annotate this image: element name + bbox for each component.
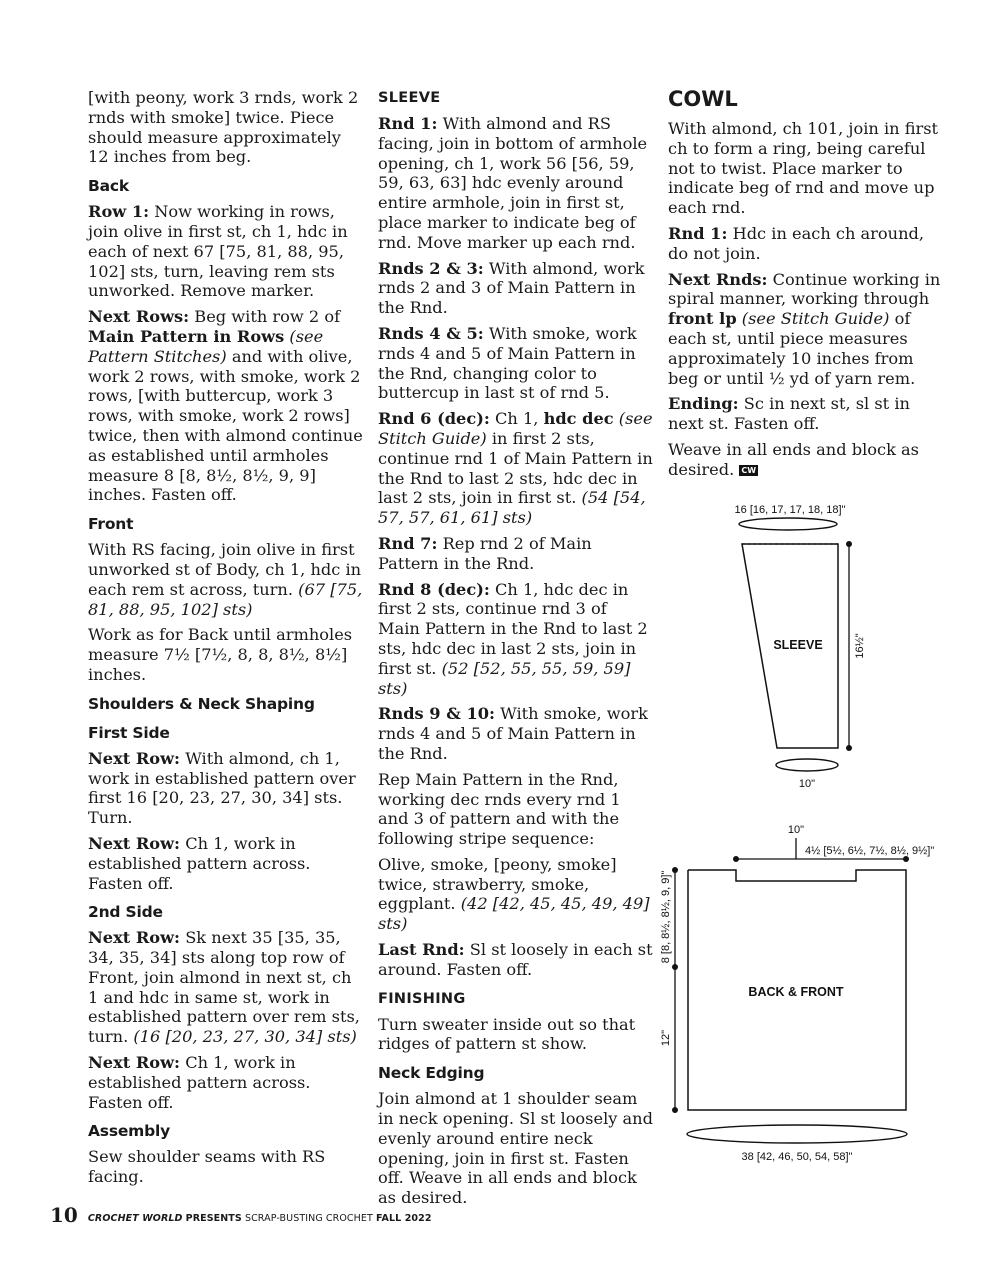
presents-word: PRESENTS: [185, 1213, 242, 1224]
back-heading: Back: [88, 177, 129, 196]
sleeve-label: SLEEVE: [773, 638, 823, 652]
page-number: 10: [50, 1203, 78, 1227]
armhole-measure: 8 [8, 8½, 8½, 9, 9]": [660, 870, 672, 964]
back-row1: Row 1: Now working in rows, join olive in first st, ch 1, hdc in each of next 67 [75, 81, 88, 95, 102] sts, turn, leaving rem sts unworked. Remove marker.: [88, 202, 348, 301]
neck-edging-heading: Neck Edging: [378, 1064, 485, 1083]
dimension-dot: [672, 1107, 678, 1113]
sleeve-rnd-8: Rnd 8 (dec): Ch 1, hdc dec in first 2 sts, continue rnd 3 of Main Pattern in the Rnd to last 2 sts, hdc dec in last 2 sts, join in first st. (52 [52, 55, 55, 59, 59] sts): [378, 579, 648, 698]
body-bottom-ellipse: [687, 1125, 907, 1143]
sleeve-rnds-4-5: Rnds 4 & 5: With smoke, work rnds 4 and 5 of Main Pattern in the Rnd, changing color to buttercup in last st of rnd 5.: [378, 323, 637, 403]
issue-label: FALL 2022: [376, 1213, 432, 1224]
cowl-para-1: With almond, ch 101, join in first ch to form a ring, being careful not to twist. Place marker to indicate beg of rnd and move up each rnd.: [668, 119, 939, 218]
back-next-rows: Next Rows: Beg with row 2 of Main Pattern in Rows (see Pattern Stitches) and with olive, work 2 rows, with smoke, work 2 rows, [with buttercup, work 3 rows, with smoke, work 2 rows] twice, then with almond continue as established until armholes measure 8 [8, 8½, 8½, 9, 9] inches. Fasten off.: [88, 307, 363, 505]
cowl-ending: Ending: Sc in next st, sl st in next st. Fasten off.: [668, 394, 910, 434]
shoulders-heading: Shoulders & Neck Shaping: [88, 694, 315, 713]
publication-line: [88, 1213, 432, 1224]
front-heading: Front: [88, 515, 134, 534]
dimension-dot: [733, 856, 739, 862]
dimension-dot: [846, 541, 852, 547]
sleeve-last-rnd: Last Rnd: Sl st loosely in each st around. Fasten off.: [378, 940, 653, 979]
end-of-pattern-icon: CW: [741, 465, 757, 475]
finishing-heading: FINISHING: [378, 990, 466, 1007]
sleeve-bottom-ellipse: [776, 759, 838, 771]
shoulder-measure: 4½ [5½, 6½, 7½, 8½, 9½]": [805, 845, 935, 857]
second-side-row-2: Next Row: Ch 1, work in established pattern across. Fasten off.: [88, 1053, 311, 1112]
cowl-rnd-1: Rnd 1: Hdc in each ch around, do not join.: [668, 223, 925, 263]
dimension-dot: [846, 745, 852, 751]
second-side-row-1: Next Row: Sk next 35 [35, 35, 34, 35, 34] sts along top row of Front, join almond in next st, ch 1 and hdc in same st, work in established pattern over rem sts, turn. (16 [20, 23, 27, 30, 34] sts): [88, 928, 360, 1047]
neck-width-measure: 10": [787, 824, 805, 836]
sleeve-rnds-2-3: Rnds 2 & 3: With almond, work rnds 2 and 3 of Main Pattern in the Rnd.: [378, 258, 645, 318]
stripe-sequence: Olive, smoke, [peony, smoke] twice, strawberry, smoke, eggplant. (42 [42, 45, 45, 49, 49] sts): [378, 854, 650, 934]
assembly-text: Sew shoulder seams with RS facing.: [88, 1147, 326, 1187]
sleeve-rnds-9-10: Rnds 9 & 10: With smoke, work rnds 4 and 5 of Main Pattern in the Rnd.: [378, 704, 648, 763]
sleeve-top-ellipse: [739, 518, 837, 530]
cowl-heading: COWL: [668, 87, 738, 111]
first-side-row-1: Next Row: With almond, ch 1, work in established pattern over first 16 [20, 23, 27, 30, 34] sts. Turn.: [88, 748, 356, 828]
sleeve-rnd-1: Rnd 1: With almond and RS facing, join in bottom of armhole opening, ch 1, work 56 [56, 59, 59, 63, 63] hdc evenly around entire armhole, join in first st, place marker to indicate beg of rnd. Move marker up each rnd.: [378, 114, 648, 252]
paragraph: [with peony, work 3 rnds, work 2 rnds with smoke] twice. Piece should measure approximately 12 inches from beg.: [88, 88, 359, 167]
sleeve-length-measure: 16½": [854, 633, 866, 659]
body-bottom-measure: 38 [42, 46, 50, 54, 58]": [741, 1151, 853, 1163]
body-label: BACK & FRONT: [748, 985, 844, 999]
sleeve-heading: SLEEVE: [378, 90, 441, 106]
neck-edging-text: Join almond at 1 shoulder seam in neck opening. Sl st loosely and evenly around entire neck opening, join in first st. Fasten off. Weave in all ends and block as desired.: [378, 1089, 653, 1208]
front-para-2: Work as for Back until armholes measure 7½ [7½, 8, 8, 8½, 8½] inches.: [88, 625, 353, 684]
dimension-dot: [672, 867, 678, 873]
sleeve-schematic: [735, 504, 866, 790]
publication-title: SCRAP-BUSTING CROCHET: [244, 1213, 373, 1224]
sleeve-rnd-7: Rnd 7: Rep rnd 2 of Main Pattern in the Rnd.: [378, 533, 592, 573]
front-para-1: With RS facing, join olive in first unworked st of Body, ch 1, hdc in each rem st across, turn. (67 [75, 81, 88, 95, 102] sts): [88, 540, 363, 619]
finishing-text: Turn sweater inside out so that ridges of pattern st show.: [378, 1014, 636, 1054]
page-footer: [50, 1203, 432, 1227]
assembly-heading: Assembly: [88, 1122, 171, 1141]
sleeve-top-measure: 16 [16, 17, 17, 18, 18]": [734, 504, 846, 516]
brand-name: CROCHET WORLD: [87, 1213, 183, 1224]
body-schematic: [660, 824, 934, 1163]
dimension-dot: [672, 964, 678, 970]
cowl-next-rnds: Next Rnds: Continue working in spiral manner, working through front lp (see Stitch Guide) of each st, until piece measures approximately 10 inches from beg or until ½ yd of yarn rem.: [668, 269, 941, 388]
first-side-heading: First Side: [88, 723, 170, 742]
first-side-row-2: Next Row: Ch 1, work in established pattern across. Fasten off.: [88, 833, 311, 893]
sleeve-rnd-6: Rnd 6 (dec): Ch 1, hdc dec (see Stitch Guide) in first 2 sts, continue rnd 1 of Main Pattern in the Rnd to last 2 sts, hdc dec in last 2 sts, join in first st. (54 [54, 57, 57, 61, 61] sts): [378, 409, 653, 528]
cowl-weave: Weave in all ends and block as desired. CW: [668, 439, 919, 479]
body-length-measure: 12": [660, 1029, 672, 1047]
sleeve-repeat: Rep Main Pattern in the Rnd, working dec rnds every rnd 1 and 3 of pattern and with the following stripe sequence:: [378, 769, 621, 849]
second-side-heading: 2nd Side: [88, 903, 163, 922]
sleeve-bottom-measure: 10": [798, 778, 816, 790]
